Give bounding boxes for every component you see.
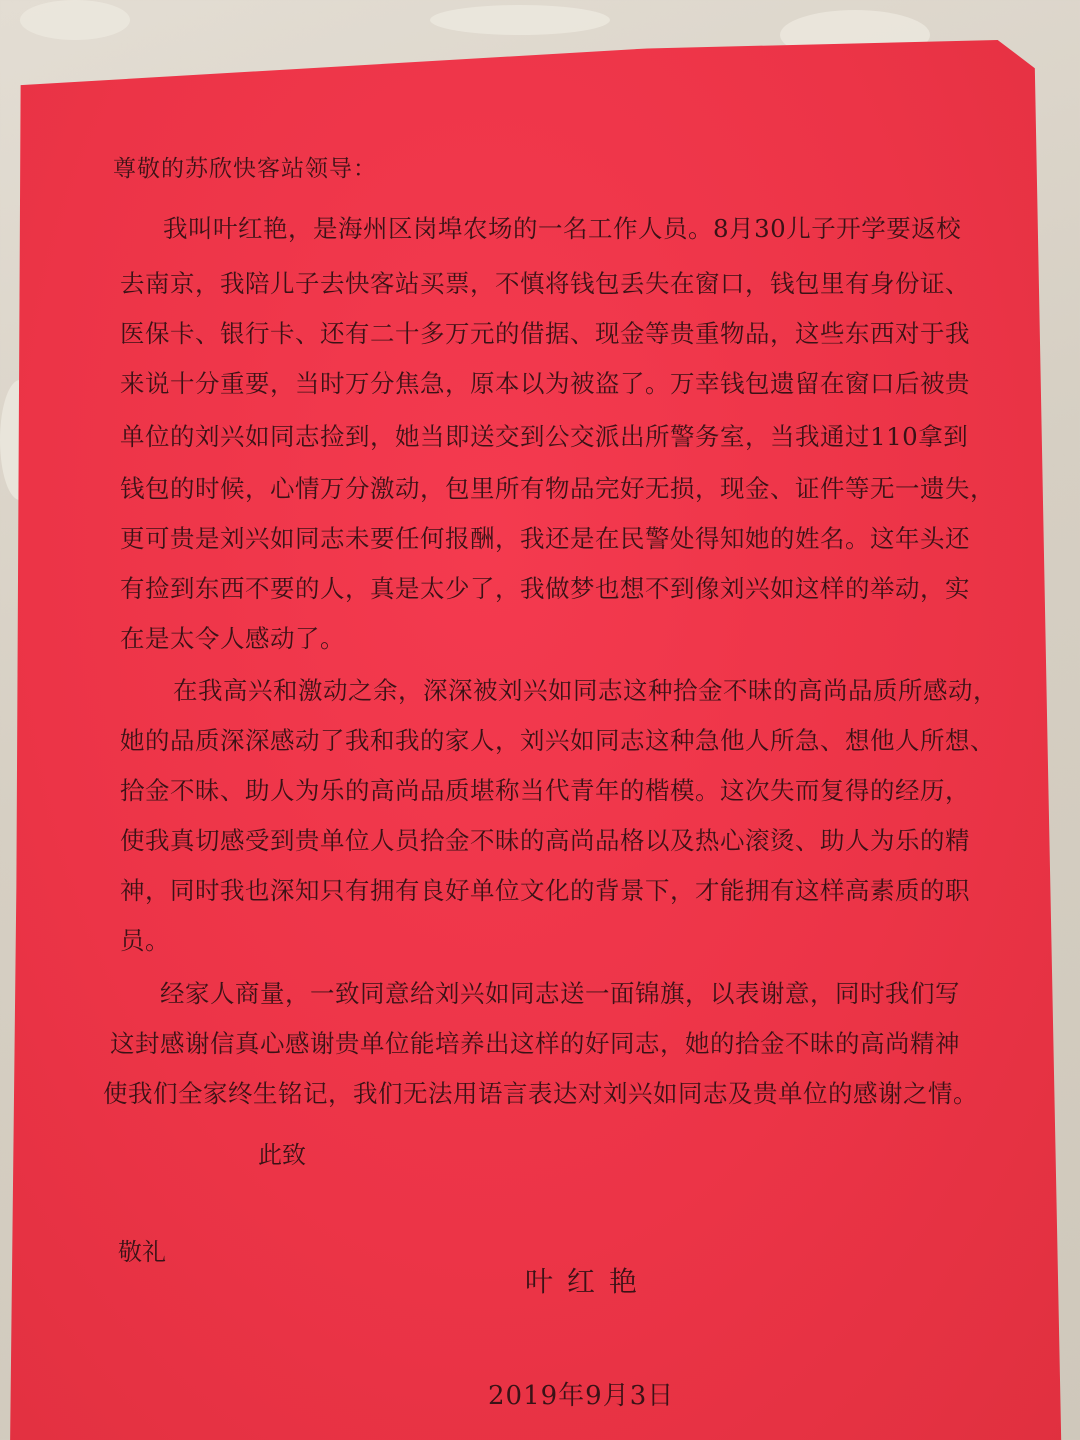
letter-line: 去南京，我陪儿子去快客站买票，不慎将钱包丢失在窗口，钱包里有身份证、 [120,269,970,298]
letter-line: 拾金不昧、助人为乐的高尚品质堪称当代青年的楷模。这次失而复得的经历， [120,776,970,805]
letter-line: 单位的刘兴如同志捡到，她当即送交到公交派出所警务室，当我通过110拿到 [120,422,969,451]
letter-signature: 叶红艳 [525,1265,652,1298]
letter-salutation: 尊敬的苏欣快客站领导： [113,156,377,182]
letter-line: 在我高兴和激动之余，深深被刘兴如同志这种拾金不昧的高尚品质所感动， [173,676,998,705]
letter-line: 使我们全家终生铭记，我们无法用语言表达对刘兴如同志及贵单位的感谢之情。 [103,1079,978,1108]
letter-line: 神，同时我也深知只有拥有良好单位文化的背景下，才能拥有这样高素质的职 [120,876,970,905]
letter-line: 来说十分重要，当时万分焦急，原本以为被盗了。万幸钱包遗留在窗口后被贵 [120,369,970,398]
letter-regards: 敬礼 [118,1238,166,1266]
letter-line: 经家人商量，一致同意给刘兴如同志送一面锦旗，以表谢意，同时我们写 [160,979,960,1008]
letter-line: 员。 [120,926,170,955]
letter-line: 医保卡、银行卡、还有二十多万元的借据、现金等贵重物品，这些东西对于我 [120,319,970,348]
letter-line: 在是太令人感动了。 [120,624,345,653]
letter-line: 有捡到东西不要的人，真是太少了，我做梦也想不到像刘兴如这样的举动，实 [120,574,970,603]
letter-line: 这封感谢信真心感谢贵单位能培养出这样的好同志，她的拾金不昧的高尚精神 [110,1029,960,1058]
letter-closing: 此致 [258,1141,306,1169]
letter-line: 她的品质深深感动了我和我的家人，刘兴如同志这种急他人所急、想他人所想、 [120,726,995,755]
letter-line: 我叫叶红艳，是海州区岗埠农场的一名工作人员。8月30儿子开学要返校 [163,214,962,243]
letter-line: 使我真切感受到贵单位人员拾金不昧的高尚品格以及热心滚烫、助人为乐的精 [120,826,970,855]
letter-line: 钱包的时候，心情万分激动，包里所有物品完好无损，现金、证件等无一遗失， [120,474,995,503]
letter-line: 更可贵是刘兴如同志未要任何报酬，我还是在民警处得知她的姓名。这年头还 [120,524,970,553]
letter-date: 2019年9月3日 [488,1381,675,1411]
